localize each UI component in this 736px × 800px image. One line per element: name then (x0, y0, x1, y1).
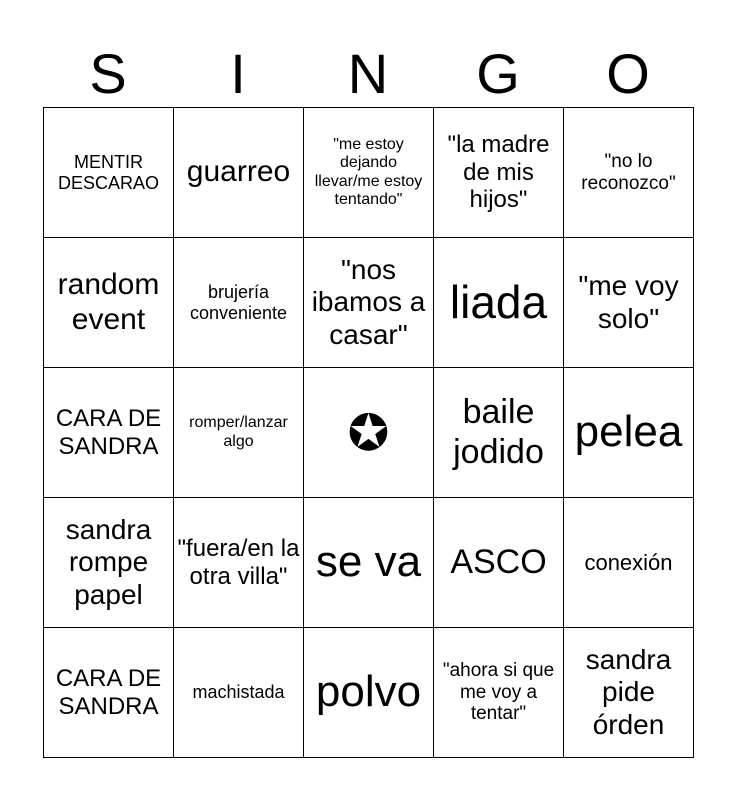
star-circle-icon: ✪ (347, 404, 390, 461)
bingo-cell[interactable] (304, 108, 434, 238)
cell-text: "fuera/en la otra villa" (177, 534, 300, 590)
cell-text: conexión (584, 549, 673, 575)
cell-text: machistada (192, 682, 285, 703)
cell-text: baile jodido (453, 393, 544, 471)
bingo-cell[interactable] (434, 498, 564, 628)
title-letter-s: S (89, 42, 127, 105)
bingo-cell[interactable] (44, 108, 174, 238)
bingo-cell[interactable] (304, 628, 434, 758)
bingo-cell[interactable] (564, 498, 694, 628)
title-letter-g: G (476, 42, 520, 105)
cell-text: "la madre de mis hijos" (447, 131, 550, 214)
cell-text: random event (57, 268, 160, 336)
bingo-cell[interactable] (44, 498, 174, 628)
bingo-cell[interactable] (434, 368, 564, 498)
cell-text: brujería conveniente (189, 281, 288, 323)
cell-text: "ahora si que me voy a tentar" (442, 659, 555, 725)
cell-text: MENTIR DESCARAO (57, 151, 160, 193)
cell-text: pelea (574, 407, 683, 457)
cell-text: guarreo (186, 155, 291, 189)
bingo-cell[interactable] (434, 628, 564, 758)
bingo-cell[interactable] (434, 238, 564, 368)
cell-text: "nos ibamos a casar" (311, 254, 426, 350)
cell-text: ASCO (450, 542, 547, 581)
free-space-cell[interactable] (304, 368, 434, 498)
bingo-cell[interactable] (174, 238, 304, 368)
cell-text: CARA DE SANDRA (55, 404, 162, 460)
bingo-cell[interactable] (44, 368, 174, 498)
cell-text: sandra pide órden (585, 644, 672, 740)
cell-text: "no lo reconozco" (581, 150, 676, 194)
title-letter-o: O (606, 42, 650, 105)
bingo-board (43, 107, 694, 758)
bingo-cell[interactable] (564, 108, 694, 238)
bingo-cell[interactable] (564, 368, 694, 498)
bingo-cell[interactable] (434, 108, 564, 238)
bingo-cell[interactable] (174, 628, 304, 758)
cell-text: se va (315, 537, 422, 587)
title-letter-n: N (347, 42, 389, 105)
bingo-cell[interactable] (174, 498, 304, 628)
cell-text: CARA DE SANDRA (55, 664, 162, 720)
bingo-cell[interactable] (564, 628, 694, 758)
cell-text: sandra rompe papel (65, 514, 152, 610)
bingo-cell[interactable] (564, 238, 694, 368)
cell-text: romper/lanzar algo (189, 414, 288, 450)
cell-text: "me voy solo" (578, 270, 679, 334)
bingo-cell[interactable] (44, 238, 174, 368)
bingo-cell[interactable] (174, 368, 304, 498)
bingo-cell[interactable] (304, 238, 434, 368)
cell-text: polvo (315, 667, 422, 717)
bingo-cell[interactable] (174, 108, 304, 238)
cell-text: liada (449, 276, 548, 329)
bingo-cell[interactable] (304, 498, 434, 628)
title-letter-i: I (230, 42, 246, 105)
card-title (43, 40, 693, 108)
cell-text: "me estoy dejando llevar/me estoy tentando" (314, 135, 423, 208)
bingo-cell[interactable] (44, 628, 174, 758)
